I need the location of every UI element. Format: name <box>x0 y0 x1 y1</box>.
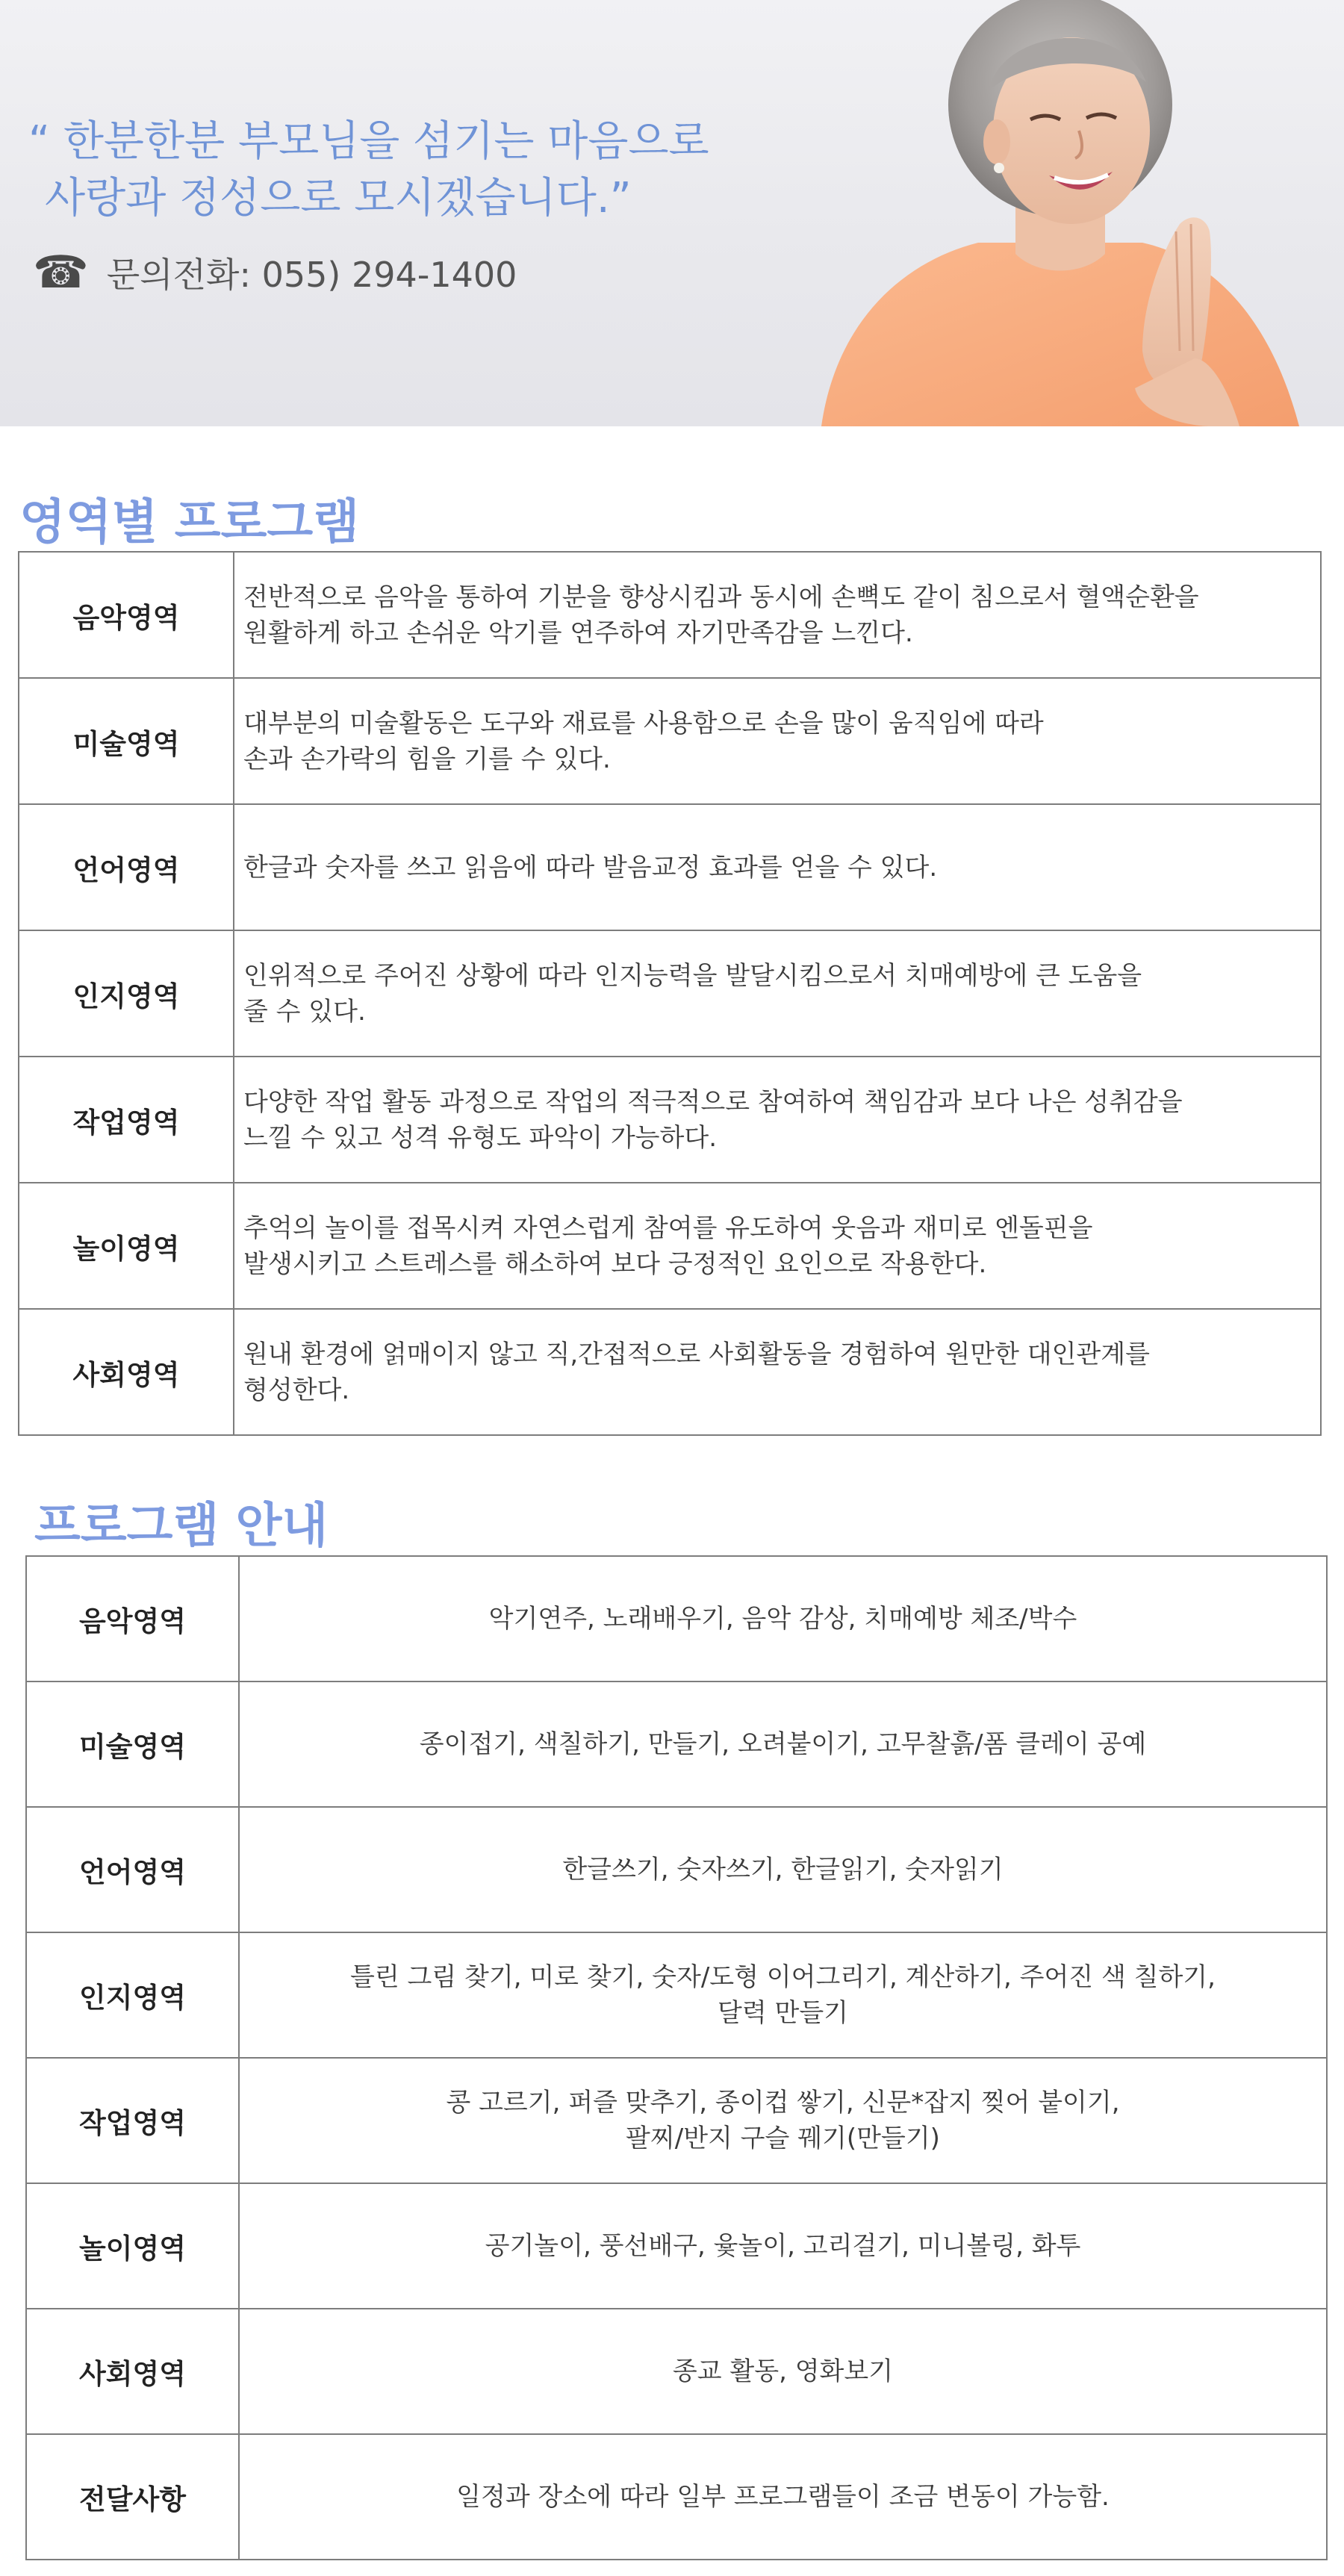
banner-quote <box>28 113 790 227</box>
row-description <box>234 552 1321 678</box>
description-line: 느낄 수 있고 성격 유형도 파악이 가능하다. <box>243 1122 717 1153</box>
row-label: 작업영역 <box>26 2058 239 2183</box>
elderly-woman-photo <box>791 0 1344 426</box>
row-description <box>234 1309 1321 1435</box>
telephone-icon: ☎ <box>33 246 89 299</box>
activity-line: 틀린 그림 찾기, 미로 찾기, 숫자/도형 이어그리기, 계산하기, 주어진 색 칠하기, <box>350 1962 1216 1992</box>
section-title-program-guide: 프로그램 안내 <box>34 1499 329 1554</box>
row-activities <box>239 1932 1327 2058</box>
table-row <box>26 2434 1327 2560</box>
table-row <box>26 2183 1327 2309</box>
table-row <box>19 552 1321 678</box>
row-label: 언어영역 <box>26 1807 239 1932</box>
row-label: 작업영역 <box>19 1057 234 1183</box>
row-label: 놀이영역 <box>19 1183 234 1309</box>
area-programs-table <box>18 551 1322 1436</box>
row-description <box>234 930 1321 1057</box>
table-row <box>26 1932 1327 2058</box>
quote-line-1: “ 한분한분 부모님을 섬기는 마음으로 <box>28 117 709 166</box>
activity-line: 한글쓰기, 숫자쓰기, 한글읽기, 숫자읽기 <box>562 1855 1004 1885</box>
table-row <box>19 1057 1321 1183</box>
description-line: 한글과 숫자를 쓰고 읽음에 따라 발음교정 효과를 얻을 수 있다. <box>243 852 938 883</box>
row-label: 사회영역 <box>26 2309 239 2434</box>
row-activities <box>239 2309 1327 2434</box>
program-guide-table <box>25 1555 1328 2560</box>
hero-banner <box>0 0 1344 426</box>
description-line: 발생시키고 스트레스를 해소하여 보다 긍정적인 요인으로 작용한다. <box>243 1248 987 1279</box>
row-activities <box>239 1681 1327 1807</box>
row-description <box>234 1183 1321 1309</box>
table-row <box>26 1807 1327 1932</box>
row-activities <box>239 1556 1327 1681</box>
row-label: 미술영역 <box>26 1681 239 1807</box>
phone-contact[interactable] <box>33 246 517 299</box>
table-row <box>19 1309 1321 1435</box>
table-row <box>19 1183 1321 1309</box>
row-label: 인지영역 <box>19 930 234 1057</box>
row-label: 음악영역 <box>19 552 234 678</box>
row-activities <box>239 2183 1327 2309</box>
description-line: 추억의 놀이를 접목시켜 자연스럽게 참여를 유도하여 웃음과 재미로 엔돌핀을 <box>243 1213 1093 1243</box>
row-label: 인지영역 <box>26 1932 239 2058</box>
row-label: 사회영역 <box>19 1309 234 1435</box>
table-row <box>19 930 1321 1057</box>
activity-line: 종이접기, 색칠하기, 만들기, 오려붙이기, 고무찰흙/폼 클레이 공예 <box>419 1729 1147 1759</box>
description-line: 인위적으로 주어진 상황에 따라 인지능력을 발달시킴으로서 치매예방에 큰 도움을 <box>243 960 1142 991</box>
row-label: 음악영역 <box>26 1556 239 1681</box>
table-row <box>26 1681 1327 1807</box>
activity-line: 공기놀이, 풍선배구, 윷놀이, 고리걸기, 미니볼링, 화투 <box>485 2231 1081 2261</box>
table-row <box>19 804 1321 930</box>
row-activities <box>239 2058 1327 2183</box>
description-line: 손과 손가락의 힘을 기를 수 있다. <box>243 744 611 774</box>
quote-line-2: 사랑과 정성으로 모시겠습니다.” <box>45 174 632 223</box>
activity-line: 종교 활동, 영화보기 <box>672 2356 894 2386</box>
description-line: 대부분의 미술활동은 도구와 재료를 사용함으로 손을 많이 움직임에 따라 <box>243 708 1044 738</box>
description-line: 원내 환경에 얽매이지 않고 직,간접적으로 사회활동을 경험하여 원만한 대인관계를 <box>243 1339 1150 1369</box>
table-row <box>19 678 1321 804</box>
table-row <box>26 2058 1327 2183</box>
activity-line: 콩 고르기, 퍼즐 맞추기, 종이컵 쌓기, 신문*잡지 찢어 붙이기, <box>446 2088 1120 2118</box>
row-label: 언어영역 <box>19 804 234 930</box>
description-line: 형성한다. <box>243 1375 350 1405</box>
phone-number-text[interactable]: 문의전화: 055) 294-1400 <box>106 255 517 295</box>
description-line: 다양한 작업 활동 과정으로 작업의 적극적으로 참여하여 책임감과 보다 나은 성취감을 <box>243 1086 1183 1117</box>
row-activities <box>239 1807 1327 1932</box>
row-label: 전달사항 <box>26 2434 239 2560</box>
table-row <box>26 2309 1327 2434</box>
row-activities <box>239 2434 1327 2560</box>
activity-line: 악기연주, 노래배우기, 음악 감상, 치매예방 체조/박수 <box>488 1604 1077 1634</box>
activity-line: 팔찌/반지 구슬 꿰기(만들기) <box>626 2124 940 2153</box>
row-description <box>234 804 1321 930</box>
description-line: 원활하게 하고 손쉬운 악기를 연주하여 자기만족감을 느낀다. <box>243 617 913 648</box>
table-row <box>26 1556 1327 1681</box>
description-line: 줄 수 있다. <box>243 996 366 1027</box>
row-description <box>234 1057 1321 1183</box>
row-label: 미술영역 <box>19 678 234 804</box>
description-line: 전반적으로 음악을 통하여 기분을 향상시킴과 동시에 손뼉도 같이 침으로서 혈액순환을 <box>243 582 1199 612</box>
row-label: 놀이영역 <box>26 2183 239 2309</box>
section-title-area-programs: 영역별 프로그램 <box>19 495 360 550</box>
row-description <box>234 678 1321 804</box>
activity-line: 일정과 장소에 따라 일부 프로그램들이 조금 변동이 가능함. <box>456 2482 1110 2512</box>
activity-line: 달력 만들기 <box>717 1998 849 2028</box>
